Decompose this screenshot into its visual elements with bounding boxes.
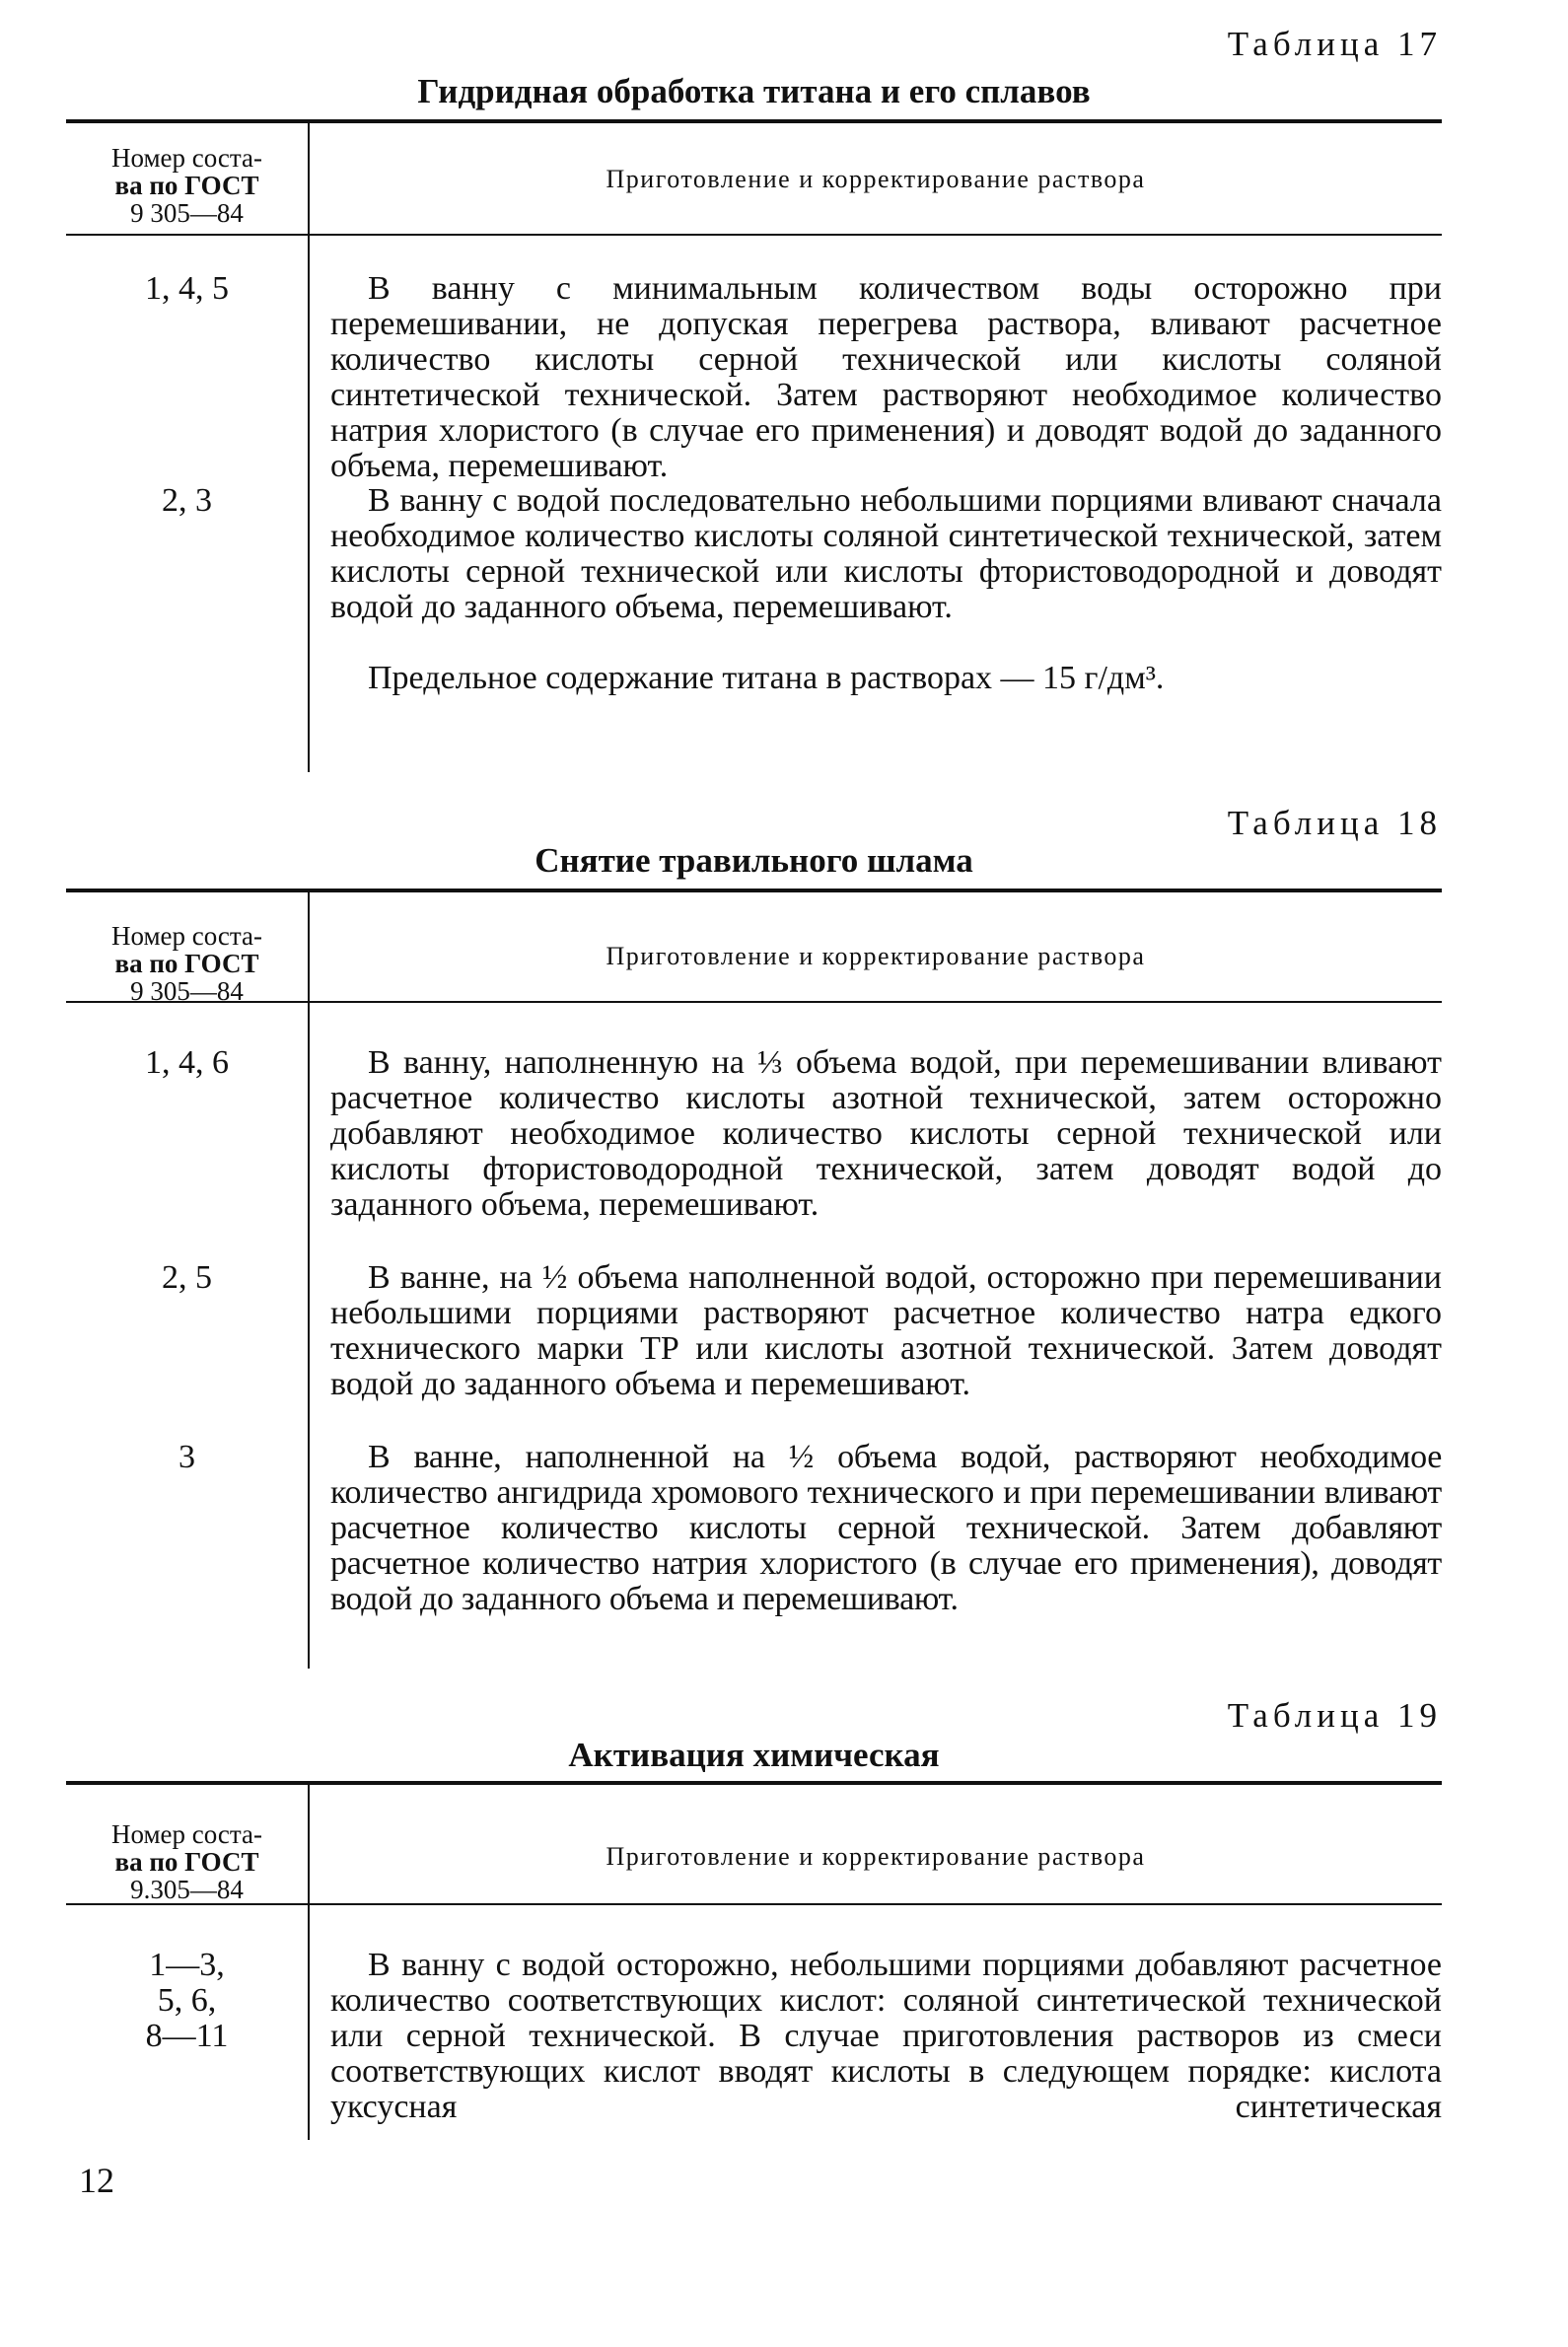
header-composition-number: Номер соста- ва по ГОСТ 9.305—84 [110,1819,263,1904]
row-text: В ванну с водой последовательно небольшими порциями вливают сначала необходимое количество кислоты соляной синтетической технической, затем кислоты серной технической или кислоты фтористоводородной и доводят водой до заданного объема, перемешивают. [330,482,1442,625]
row-text: В ванну с водой осторожно, небольшими порциями добавляют расчетное количество соответствующих кислот: соляной синтетической технической или серной технической. В случае приготовления растворов из смеси соответствующих кислот вводят кислоты в следующем порядке: кислота уксусная синтетическая [330,1947,1442,2125]
table-19 [66,1696,1442,2160]
row-text: В ванну с минимальным количеством воды осторожно при перемешивании, не допуская перегрева раствора, вливают расчетное количество кислоты серной технической или кислоты соляной синтетической технической. Затем растворяют необходимое количество натрия хлористого (в случае его применения) и доводят водой до заданного объема, перемешивают. [330,270,1442,484]
header-composition-number: Номер соста- ва по ГОСТ 9 305—84 [110,143,263,228]
table-number: Таблица 17 [1227,25,1442,63]
row-text: В ванне, на ½ объема наполненной водой, осторожно при перемешивании небольшими порциями растворяют расчетное количество натра едкого технического марки ТР или кислоты азотной технической. Затем доводят водой до заданного объема и перемешивают. [330,1259,1442,1402]
table-number: Таблица 18 [1227,804,1442,842]
row-composition: 1, 4, 6 [145,1044,229,1081]
header-preparation: Приготовление и корректирование раствора [606,1842,1146,1871]
table-title: Активация химическая [568,1736,940,1774]
body-column-divider [308,1003,310,1669]
header-composition-number: Номер соста- ва по ГОСТ 9 305—84 [110,921,263,1006]
table-top-rule [66,889,1442,892]
page-number: 12 [79,2161,114,2200]
header-bottom-rule [66,234,1442,236]
table-top-rule [66,1781,1442,1785]
row-composition: 1—3, 5, 6, 8—11 [145,1947,229,2054]
row-composition: 2, 3 [162,482,212,519]
table-18 [66,804,1442,1671]
body-column-divider [308,236,310,772]
table-note: Предельное содержание титана в растворах — 15 г/дм³. [368,660,1165,696]
table-title: Гидридная обработка титана и его сплавов [417,72,1091,110]
row-text: В ванну, наполненную на ⅓ объема водой, при перемешивании вливают расчетное количество кислоты азотной технической, затем осторожно добавляют необходимое количество кислоты серной технической или кислоты фтористоводородной технической, затем доводят водой до заданного объема, перемешивают. [330,1044,1442,1223]
body-column-divider [308,1905,310,2140]
row-composition: 3 [178,1439,195,1475]
row-composition: 1, 4, 5 [145,270,229,307]
table-17 [66,25,1442,774]
header-preparation: Приготовление и корректирование раствора [606,942,1146,970]
table-title: Снятие травильного шлама [535,841,973,880]
header-bottom-rule [66,1001,1442,1003]
header-preparation: Приготовление и корректирование раствора [606,165,1146,193]
row-composition: 2, 5 [162,1259,212,1296]
row-text: В ванне, наполненной на ½ объема водой, растворяют необходимое количество ангидрида хромового технического и при перемешивании вливают расчетное количество кислоты серной технической. Затем добавляют расчетное количество натрия хлористого (в случае его применения), доводят водой до заданного объема и перемешивают. [330,1439,1442,1617]
header-bottom-rule [66,1903,1442,1905]
table-top-rule [66,119,1442,123]
table-number: Таблица 19 [1227,1696,1442,1735]
